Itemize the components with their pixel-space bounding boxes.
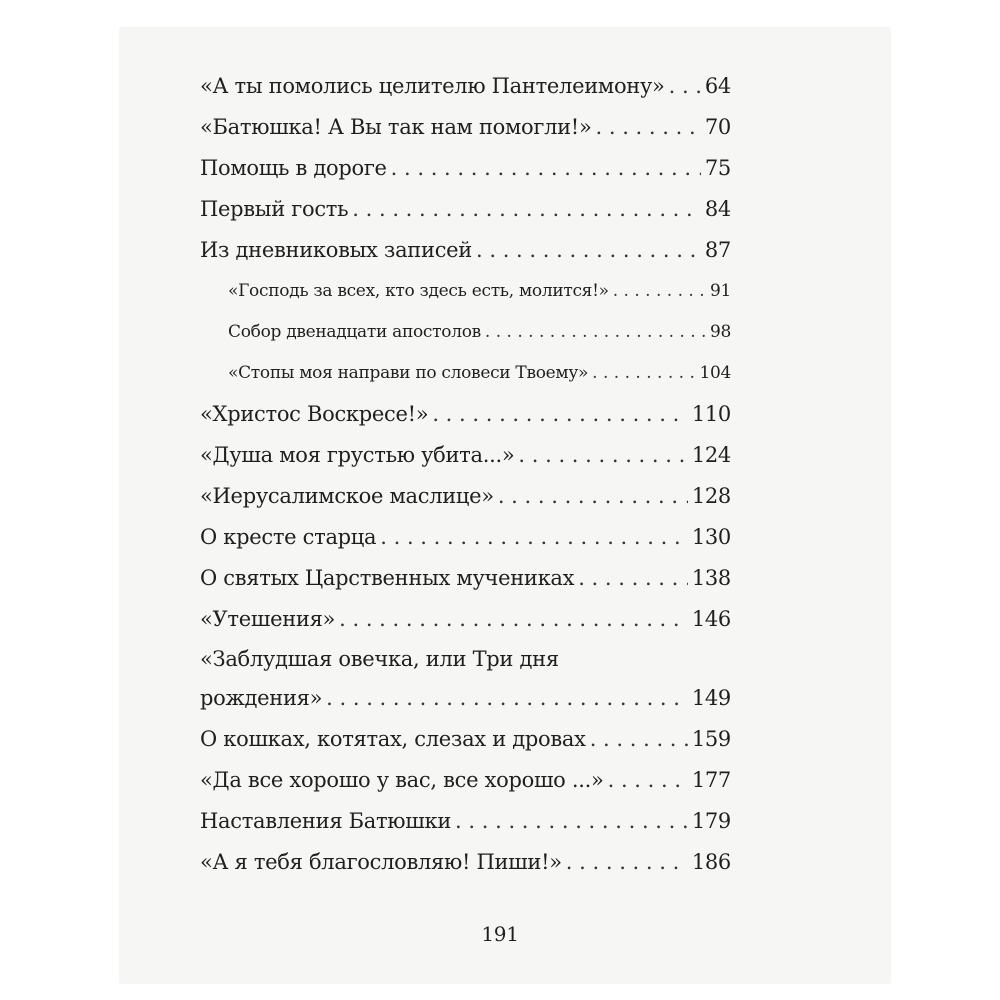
toc-entry-title: «Да все хорошо у вас, все хорошо ...» xyxy=(200,768,604,792)
toc-entry-page: 177 xyxy=(691,768,731,792)
toc-entry-page: 91 xyxy=(709,281,731,301)
dot-leader xyxy=(608,760,688,801)
dot-leader xyxy=(485,312,706,353)
toc-entry xyxy=(200,107,731,148)
dot-leader xyxy=(391,148,701,189)
toc-entry-title: «Христос Воскресе!» xyxy=(200,402,429,426)
toc-entry-title: «Заблудшая овечка, или Три дня xyxy=(200,647,559,671)
table-of-contents xyxy=(200,66,731,883)
dot-leader xyxy=(518,435,687,476)
toc-entry xyxy=(200,517,731,558)
toc-entry-page: 179 xyxy=(691,809,731,833)
toc-entry-page: 146 xyxy=(691,607,731,631)
toc-entry-page: 186 xyxy=(691,850,731,874)
dot-leader xyxy=(339,599,688,640)
toc-entry xyxy=(200,760,731,801)
toc-entry-line-1 xyxy=(200,640,731,678)
toc-entry-page: 124 xyxy=(691,443,731,467)
toc-entry-page: 149 xyxy=(691,686,731,710)
dot-leader xyxy=(380,517,688,558)
toc-entry-page: 104 xyxy=(699,363,731,383)
toc-entry xyxy=(200,189,731,230)
dot-leader xyxy=(432,394,688,435)
toc-entry-title: О кошках, котятах, слезах и дровах xyxy=(200,727,586,751)
dot-leader xyxy=(455,801,688,842)
toc-entry-page: 138 xyxy=(691,566,731,590)
toc-entry-page: 98 xyxy=(709,322,731,342)
toc-entry-page: 64 xyxy=(704,74,731,98)
toc-entry-title: Первый гость xyxy=(200,197,349,221)
toc-entry xyxy=(200,476,731,517)
toc-subentry xyxy=(200,271,731,312)
toc-entry-page: 159 xyxy=(691,727,731,751)
toc-entry-page: 110 xyxy=(691,402,731,426)
dot-leader xyxy=(590,719,688,760)
toc-entry xyxy=(200,558,731,599)
toc-entry-page: 75 xyxy=(704,156,731,180)
toc-entry-title: Собор двенадцати апостолов xyxy=(228,322,481,342)
dot-leader xyxy=(566,842,688,883)
toc-entry-line-2 xyxy=(200,678,731,719)
toc-entry xyxy=(200,842,731,883)
dot-leader xyxy=(613,271,706,312)
toc-entry-title: «Утешения» xyxy=(200,607,336,631)
toc-entry xyxy=(200,801,731,842)
toc-subentry xyxy=(200,312,731,353)
dot-leader xyxy=(476,230,701,271)
toc-entry-title: Наставления Батюшки xyxy=(200,809,452,833)
dot-leader xyxy=(498,476,688,517)
toc-entry-title: «Иерусалимское маслице» xyxy=(200,484,494,508)
toc-entry-title: Из дневниковых записей xyxy=(200,238,472,262)
dot-leader xyxy=(578,558,688,599)
toc-entry xyxy=(200,394,731,435)
toc-entry xyxy=(200,66,731,107)
toc-entry-title: «Господь за всех, кто здесь есть, молится!» xyxy=(228,281,609,301)
toc-entry xyxy=(200,719,731,760)
toc-entry-title: «А я тебя благословляю! Пиши!» xyxy=(200,850,562,874)
toc-entry xyxy=(200,599,731,640)
toc-entry-title: Помощь в дороге xyxy=(200,156,387,180)
dot-leader xyxy=(669,66,701,107)
toc-entry xyxy=(200,230,731,271)
toc-entry-title: О святых Царственных мучениках xyxy=(200,566,575,590)
toc-entry-title: «Душа моя грустью убита...» xyxy=(200,443,515,467)
toc-entry-page: 84 xyxy=(704,197,731,221)
toc-entry-page: 128 xyxy=(691,484,731,508)
dot-leader xyxy=(596,107,701,148)
toc-entry-title: О кресте старца xyxy=(200,525,377,549)
toc-entry-title: «А ты помолись целителю Пантелеимону» xyxy=(200,74,665,98)
toc-entry xyxy=(200,148,731,189)
dot-leader xyxy=(352,189,701,230)
toc-subentry xyxy=(200,353,731,394)
toc-entry-title: «Стопы моя направи по словеси Твоему» xyxy=(228,363,589,383)
toc-entry-page: 70 xyxy=(704,115,731,139)
toc-entry xyxy=(200,435,731,476)
toc-entry-title: «Батюшка! А Вы так нам помогли!» xyxy=(200,115,592,139)
dot-leader xyxy=(326,678,688,719)
toc-entry-page: 130 xyxy=(691,525,731,549)
toc-entry-page: 87 xyxy=(704,238,731,262)
toc-entry-title: рождения» xyxy=(200,686,323,710)
dot-leader xyxy=(592,353,695,394)
page-number: 191 xyxy=(481,922,519,946)
